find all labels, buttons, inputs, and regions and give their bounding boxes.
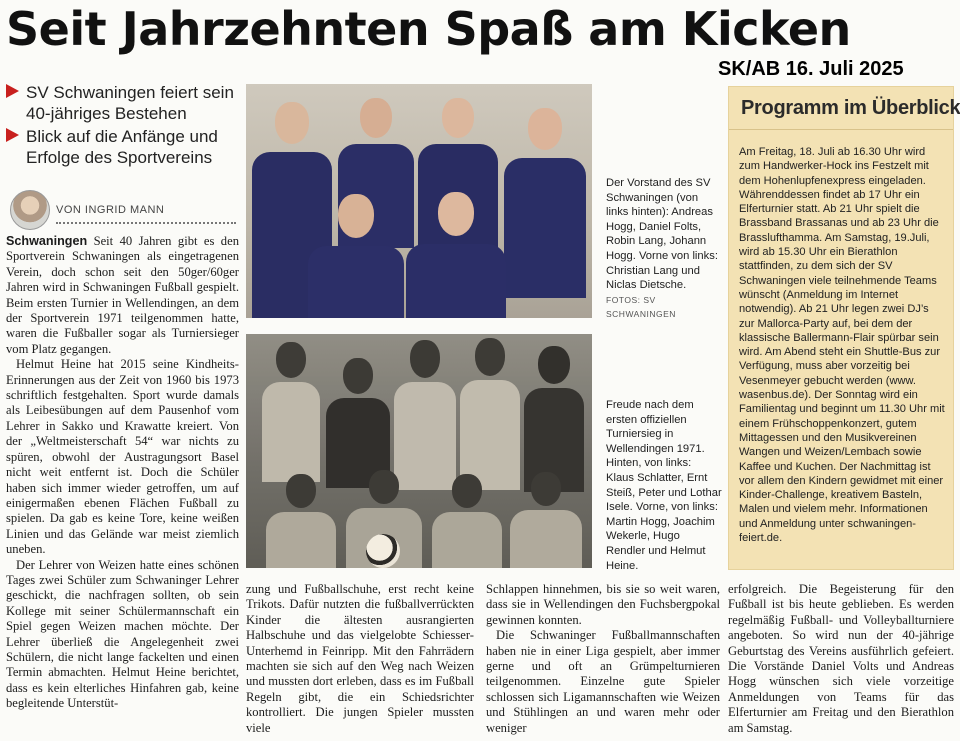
photo-person [308, 194, 404, 318]
article-paragraph: Die Schwaninger Fußballmannschaften haben nie in einer Liga gespielt, aber immer gerne und oft an Grümpelturnieren teilgenommen. Einzelne gute Spieler schlossen sich Ligamannschaften wie Weizen und Stühlingen an und waren mehr oder weniger [486, 628, 720, 735]
author-avatar [10, 190, 50, 230]
teaser-item [6, 126, 242, 168]
article-column-4 [728, 582, 954, 736]
teaser-item [6, 82, 242, 124]
photo-person [266, 474, 336, 568]
author-byline [6, 190, 242, 234]
sidebar-divider [729, 129, 953, 130]
board-photo [246, 84, 592, 318]
article-paragraph: Der Lehrer von Weizen hatte eines schönen Tages zwei Schüler zum Schwaninger Lehrer geschickt, die nachfragen sollten, ob sein Kollege mit seiner Schülermannschaft ein Spiel gegen Weizen machen möchte. Der Lehrer überließ die Angelegenheit zwei Schülern, die nicht lange fackelten und einen Termin abmachten. Helmut Heine berichtet, dass es kein elterliches Hinfahren gab, keine begleitende Unterstüt- [6, 557, 239, 711]
article-lead: Schwaningen [6, 234, 88, 248]
photo-person [504, 108, 586, 298]
photo-person [406, 192, 506, 318]
article-paragraph: Schwaningen Seit 40 Jahren gibt es den Sportverein Schwaningen als eingetragenen Verein, doch schon seit den 50ger/60ger Jahren wird in Schwaningen Fußball gespielt. Beim ersten Turnier in Wellendingen, an dem der Sportverein 1971 teilgenommen hatte, waren die Fußballer sogar als Turniersieger vom Platz gegangen. [6, 234, 239, 356]
sidebar-text: Am Freitag, 18. Juli ab 16.30 Uhr wird zum Handwerker-Hock ins Festzelt mit dem Hohenlupfenexpress eingeladen. Währenddessen findet ab 17 Uhr ein Elferturnier statt. Ab 21 Uhr spielt die Brassband Brassanas und ab 23 Uhr die Brasslufthamma. Am Samstag, 19.Juli, wird ab 15.30 Uhr ein Bierathlon stattfinden, zu dem sich der SV Schwaningen viele teilnehmende Teams wünscht (Anmeldung im Internet notwendig). Ab 21 Uhr legen zwei DJ’s zur Mallorca-Party auf, bei dem der klassische Ballermann-Flair spürbar sein wird. Am Abend steht ein Shuttle-Bus zur Verfügung, muss aber vorzeitig bei Vesenmeyer gebucht werden (www. wasenbus.de). Der Sonntag wird ein Familientag und beginnt um 11.30 Uhr mit einem Frühschoppenkonzert, gutem Mittagessen und den Musikvereinen Wangen und Weizen/Lembach sowie Kaffee und Kuchen. Der Nachmittag ist vor allem den Kindern gewidmet mit einer Kinder-Challenge, kreativem Basteln, Malen und vielem mehr. Informationen und Anmeldung unter schwaningen-feiert.de. [739, 146, 945, 545]
photo-person [326, 358, 390, 488]
photo1-caption [606, 176, 722, 322]
article-column-3 [486, 582, 720, 736]
teaser-text: Blick auf die Anfänge und Erfolge des Sportvereins [26, 127, 218, 167]
teaser-list [6, 82, 242, 170]
article-paragraph: Helmut Heine hat 2015 seine Kindheits-Erinnerungen aus der Zeit von 1960 bis 1973 schriftlich festgehalten. Sport wurde damals als Leibesübungen auf dem Pausenhof vom Lehrer in Sakko und Krawatte kreiert. Von der „Weltmeisterschaft 54“ war nichts zu spüren, obwohl der Austragungsort Basel nicht weit entfernt ist. Doch die Schüler haben sich immer wieder getroffen, um auf einigermaßen ebenen Flächen Fußball zu spielen. Da gab es keine Tore, keine weißen Linien und das Gelände war meist ziemlich uneben. [6, 357, 239, 557]
photo-person [262, 342, 320, 482]
photo-person [394, 340, 456, 490]
program-sidebar [728, 86, 960, 570]
arrow-bullet-icon [6, 128, 19, 142]
author-name: VON INGRID MANN [56, 204, 165, 216]
article-paragraph: erfolgreich. Die Begeisterung für den Fußball ist bis heute geblieben. Es werden regelmäßig Fußball- und Volleyballturniere angeboten. So wird nun der 40-jährige Geburtstag des Vereins ausführlich gefeiert. Die Vorstände Daniel Volts und Andreas Hogg wünschen sich viele vorzeitige Anmeldungen von Teams für das Elferturnier am Freitag und den Bierathlon am Samstag. [728, 582, 954, 735]
photo-person [510, 472, 582, 568]
article-paragraph: zung und Fußballschuhe, erst recht keine Trikots. Dafür nutzten die fußballverrückten Kinder die ältesten ausrangierten Halbschuhe und das vielgelobte Schiesser-Unterhemd in Feinripp. Mit den Fahrrädern machten sie sich auf den Weg nach Weizen und mussten dort erleben, dass es im Fußball Regeln gibt, die ein Schiedsrichter kontrolliert. Die jungen Spieler mussten viele [246, 582, 474, 735]
dateline: SK/AB 16. Juli 2025 [718, 58, 904, 80]
byline-divider [56, 222, 236, 224]
photo-person [524, 346, 584, 492]
photo-person [432, 474, 502, 568]
team-1971-photo [246, 334, 592, 568]
arrow-bullet-icon [6, 84, 19, 98]
sidebar-title: Programm im Überblick [741, 97, 960, 119]
article-paragraph: Schlappen hinnehmen, bis sie so weit waren, dass sie in Wellendingen den Fuchsbergpokal gewinnen konnten. [486, 582, 720, 627]
photo-person [460, 338, 520, 490]
photo1-caption-text: Der Vorstand des SV Schwaningen (von links hinten): Andreas Hogg, Daniel Folts, Robin Lang, Johann Hogg. Vorne von links: Christian Lang und Niclas Dietsche. [606, 177, 718, 292]
headline: Seit Jahrzehnten Spaß am Kicken [6, 2, 851, 56]
teaser-text: SV Schwaningen feiert sein 40-jähriges Bestehen [26, 83, 234, 123]
article-column-2 [246, 582, 474, 736]
photo-credit: FOTOS: SV SCHWANINGEN [606, 294, 676, 320]
article-column-1 [6, 234, 239, 712]
football-icon [366, 534, 400, 568]
photo2-caption: Freude nach dem ersten offiziellen Turniersieg in Wellendingen 1971. Hinten, von links: Klaus Schlatter, Ernt Steiß, Peter und Lothar Isele. Vorne, von links: Martin Hogg, Joachim Wekerle, Hugo Rendler und Helmut Heine. [606, 399, 722, 572]
